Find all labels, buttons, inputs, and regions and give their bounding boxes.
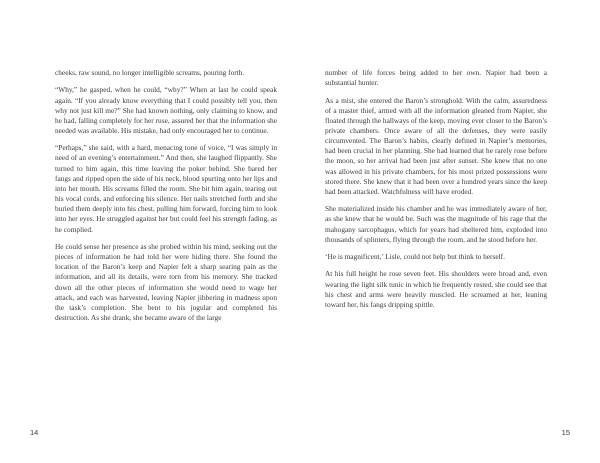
paragraph: “Why,” he gasped, when he could, “why?” When at last he could speak again. “If you already know everything that I could possibly tell you, then why not just kill me?” She had known nothing, only claiming to know, and he had, falling completely for her ruse, assured her that the information she needed was available. His mistake, had only encouraged her to continue. bbox=[55, 85, 277, 135]
left-page-text bbox=[55, 68, 277, 330]
paragraph: ‘He is magnificent,’ Lisle, could not help but think to herself. bbox=[325, 252, 505, 262]
paragraph: As a mist, she entered the Baron’s stronghold. With the calm, assuredness of a master thief, armed with all the information gleaned from Napier, she floated through the hallways of the keep, moving ever closer to the Baron’s private chambers. Once aware of all the defenses, they were easily circumvented. The Baron’s habits, clearly defined in Napier’s memories, had been crucial in her planning. She had learned that he rarely rose before the moon, so her arrival had been just after sunset. She knew that no one was allowed in his private chambers, for his most prized possessions were stored there. She knew that it had been over a hundred years since the keep had been attacked. Watchfulness will have eroded. bbox=[325, 95, 547, 196]
paragraph: At his full height he rose seven feet. His shoulders were broad and, even wearing the light silk tunic in which he frequently rested, she could see that his chest and arms were heavily muscled. He screamed at her, leaning toward her, his fangs dripping spittle. bbox=[325, 269, 547, 309]
paragraph: He could sense her presence as she probed within his mind, seeking out the pieces of information he had told her were hiding there. She found the location of the Baron’s keep and Napier felt a sharp searing pain as the information, and all its details, were torn from his memory. She tracked down all the other pieces of information she would need to wage her attack, and each was harvested, leaving Napier jibbering in madness upon the task’s completion. She bent to his jugular and completed his destruction. As she drank, she became aware of the large bbox=[55, 241, 277, 322]
page-number-right: 15 bbox=[561, 428, 570, 437]
right-page bbox=[300, 0, 600, 463]
paragraph: “Perhaps,” she said, with a hard, menacing tone of voice, “I was simply in need of an evening’s entertainment.” And then, she laughed flippantly. She turned to him again, this time leaving the poker behind. She bared her fangs and ripped open the side of his neck, blood spurting onto her lips and into her mouth. His screams filled the room. She bit him again, tearing out his vocal cords, and enforcing his silence. Her nails stretched forth and she buried them deeply into his chest, pulling him forward, forcing him to look into her eyes. He struggled against her but could feel his strength fading, as he complied. bbox=[55, 143, 277, 234]
paragraph: cheeks, raw sound, no longer intelligible screams, pouring forth. bbox=[55, 68, 245, 77]
page-number-left: 14 bbox=[30, 428, 39, 437]
paragraph: She materialized inside his chamber and he was immediately aware of her, as she knew that he would be. Such was the magnitude of his rage that the mahogany sarcophagus, which for years had sheltered him, exploded into thousands of splinters, flying through the room, and he stood before her. bbox=[325, 204, 547, 244]
right-page-text bbox=[325, 68, 547, 317]
paragraph: number of life forces being added to her own. Napier had been a substantial hunter. bbox=[325, 68, 547, 88]
